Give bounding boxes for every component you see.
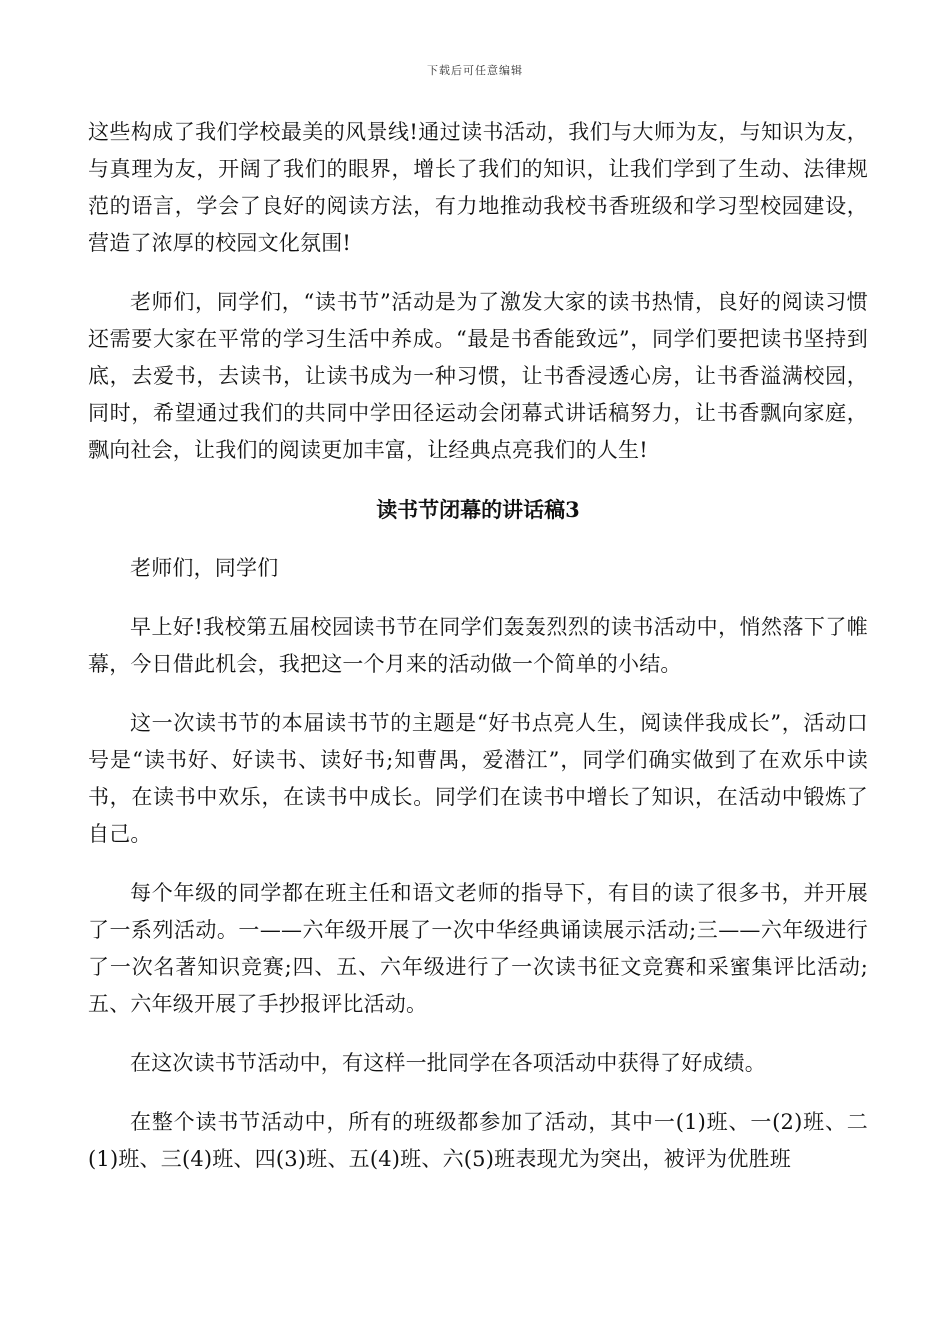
paragraph-achievements: 在这次读书节活动中，有这样一批同学在各项活动中获得了好成绩。 — [130, 1051, 766, 1075]
paragraph-greeting: 早上好!我校第五届校园读书节在同学们轰轰烈烈的读书活动中，悄然落下了帷幕，今日借此机会，我把这一个月来的活动做一个简单的小结。 — [88, 615, 868, 676]
paragraph-continuation: 这些构成了我们学校最美的风景线!通过读书活动，我们与大师为友，与知识为友，与真理为友，开阔了我们的眼界，增长了我们的知识，让我们学到了生动、法律规范的语言，学会了良好的阅读方法，有力地推动我校书香班级和学习型校园建设，营造了浓厚的校园文化氛围! — [88, 120, 868, 255]
document-body — [88, 114, 868, 1200]
section-title: 读书节闭幕的讲话稿3 — [376, 497, 580, 522]
paragraph-salutation: 老师们，同学们 — [130, 556, 279, 580]
paragraph-closing-remarks: 老师们，同学们，“读书节”活动是为了激发大家的读书热情，良好的阅读习惯还需要大家在平常的学习生活中养成。“最是书香能致远”，同学们要把读书坚持到底，去爱书，去读书，让读书成为一种习惯，让书香浸透心房，让书香溢满校园，同时，希望通过我们的共同中学田径运动会闭幕式讲话稿努力，让书香飘向家庭，飘向社会，让我们的阅读更加丰富，让经典点亮我们的人生! — [88, 290, 868, 462]
header-note: 下载后可任意编辑 — [427, 64, 523, 77]
paragraph-theme: 这一次读书节的本届读书节的主题是“好书点亮人生，阅读伴我成长”，活动口号是“读书好、好读书、读好书;知曹禺，爱潜江”，同学们确实做到了在欢乐中读书，在读书中欢乐，在读书中成长。同学们在读书中增长了知识，在活动中锻炼了自己。 — [88, 711, 868, 846]
paragraph-activities: 每个年级的同学都在班主任和语文老师的指导下，有目的读了很多书，并开展了一系列活动。一——六年级开展了一次中华经典诵读展示活动;三——六年级进行了一次名著知识竞赛;四、五、六年级进行了一次读书征文竞赛和采蜜集评比活动;五、六年级开展了手抄报评比活动。 — [88, 881, 868, 1016]
paragraph-winning-classes: 在整个读书节活动中，所有的班级都参加了活动，其中一(1)班、一(2)班、二(1)班、三(4)班、四(3)班、五(4)班、六(5)班表现尤为突出，被评为优胜班 — [88, 1110, 868, 1171]
